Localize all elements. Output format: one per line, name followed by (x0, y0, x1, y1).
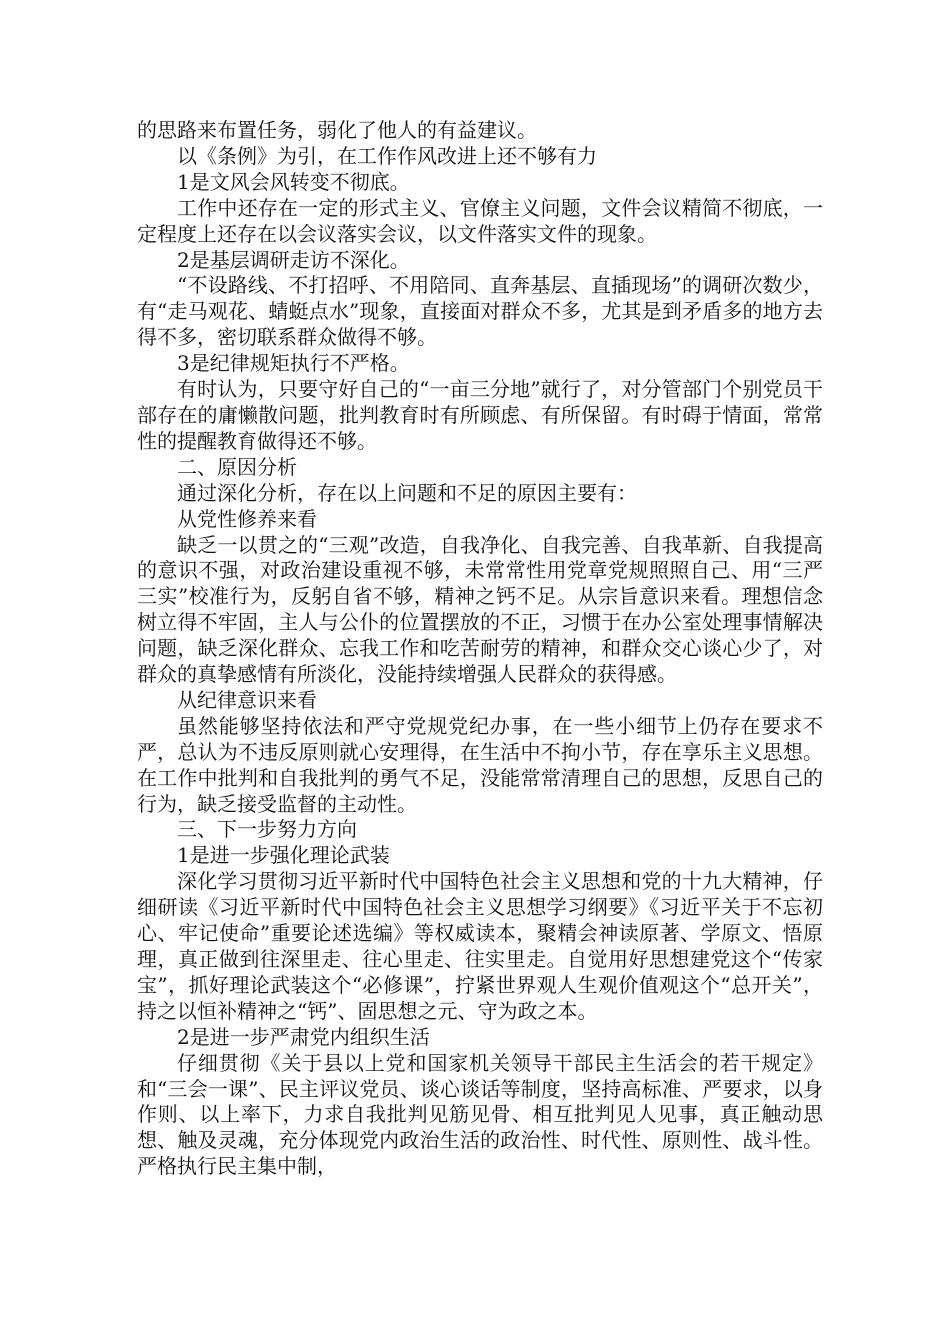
subheading-3: 3是纪律规矩执行不严格。 (177, 351, 410, 376)
paragraph-body: 有时认为，只要守好自己的“一亩三分地”就行了，对分管部门个别党员干部存在的庸懒散问题，批判教育时有所顾虑、有所保留。有时碍于情面，常常性的提醒教育做得还不够。 (137, 377, 823, 453)
paragraph-body: 虽然能够坚持依法和严守党规党纪办事，在一些小细节上仍存在要求不严，总认为不违反原则就心安理得，在生活中不拘小节，存在享乐主义思想。在工作中批判和自我批判的勇气不足，没能常常清理自己的思想，反思自己的行为，缺乏接受监督的主动性。 (137, 713, 823, 816)
section-heading: 二、原因分析 (177, 454, 297, 479)
subheading-1: 1是进一步强化理论武装 (177, 843, 390, 868)
subheading-1: 1是文风会风转变不彻底。 (177, 169, 410, 194)
paragraph-0: 的思路来布置任务，弱化了他人的有益建议。 (137, 118, 537, 142)
subheading-2: 2是进一步严肃党内组织生活 (177, 1024, 430, 1049)
paragraph-body: 通过深化分析，存在以上问题和不足的原因主要有： (177, 480, 637, 505)
paragraph-body: 工作中还存在一定的形式主义、官僚主义问题，文件会议精简不彻底，一定程度上还存在以会议落实会议，以文件落实文件的现象。 (137, 195, 823, 246)
section-heading: 以《条例》为引，在工作作风改进上还不够有力 (177, 143, 597, 168)
paragraph-body: 深化学习贯彻习近平新时代中国特色社会主义思想和党的十九大精神，仔细研读《习近平新时代中国特色社会主义思想学习纲要》《习近平关于不忘初心、牢记使命”重要论述选编》等权威读本，聚精会神读原著、学原文、悟原理，真正做到往深里走、往心里走、往实里走。自觉用好思想建党这个“传家宝”，抓好理论武装这个“必修课”，拧紧世界观人生观价值观这个“总开关”，持之以恒补精神之“钙”、固思想之元、守为政之本。 (137, 869, 823, 1023)
subheading-2: 2是基层调研走访不深化。 (177, 247, 410, 272)
paragraph-body: 缺乏一以贯之的“三观”改造，自我净化、自我完善、自我革新、自我提高的意识不强，对政治建设重视不够，未常常性用党章党规照照自己、用“三严三实”校准行为，反躬自省不够，精神之钙不足。从宗旨意识来看。理想信念树立得不牢固，主人与公仆的位置摆放的不正，习惯于在办公室处理事情解决问题，缺乏深化群众、忘我工作和吃苦耐劳的精神，和群众交心谈心少了，对群众的真挚感情有所淡化，没能持续增强人民群众的获得感。 (137, 532, 823, 687)
paragraph-body: 仔细贯彻《关于县以上党和国家机关领导干部民主生活会的若干规定》和“三会一课”、民主评议党员、谈心谈话等制度，坚持高标准、严要求，以身作则、以上率下，力求自我批判见筋见骨、相互批判见人见事，真正触动思想、触及灵魂，充分体现党内政治生活的政治性、时代性、原则性、战斗性。严格执行民主集中制， (137, 1050, 823, 1179)
paragraph-body: “不设路线、不打招呼、不用陪同、直奔基层、直插现场”的调研次数少，有“走马观花、蜻蜓点水”现象，直接面对群众不多，尤其是到矛盾多的地方去得不多，密切联系群众做得不够。 (137, 273, 823, 350)
subheading: 从纪律意识来看 (177, 687, 317, 712)
section-heading: 三、下一步努力方向 (177, 817, 357, 842)
subheading: 从党性修养来看 (177, 506, 317, 531)
document-body (137, 118, 823, 1180)
